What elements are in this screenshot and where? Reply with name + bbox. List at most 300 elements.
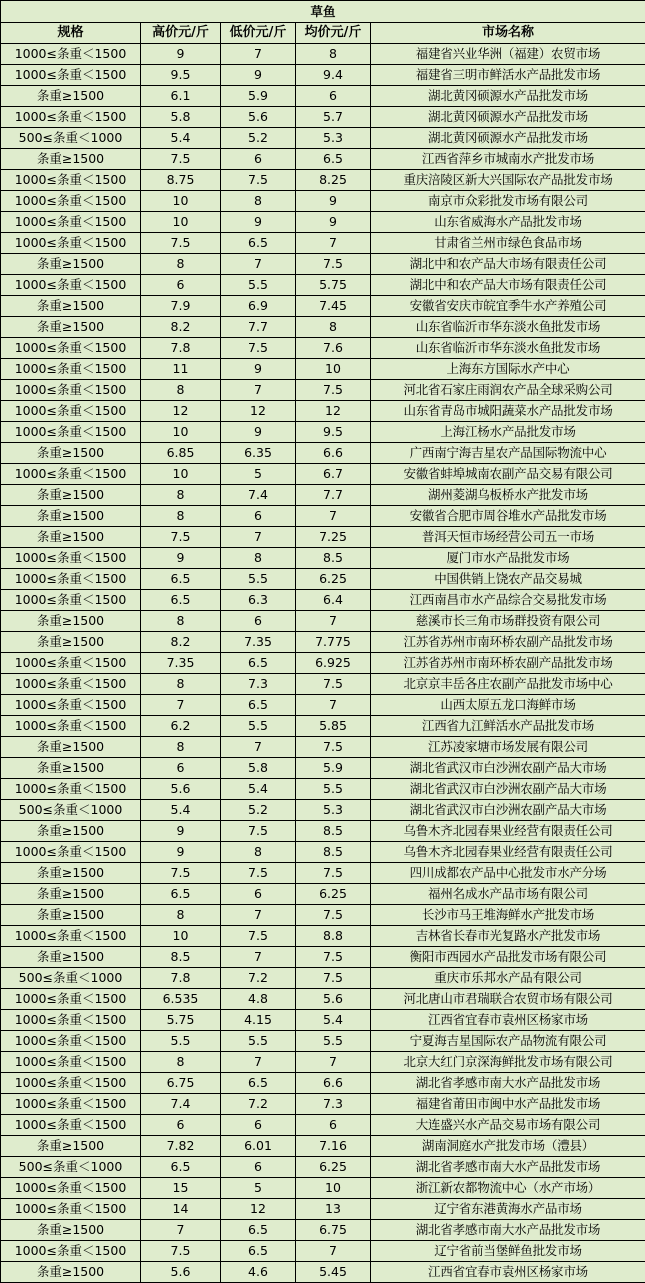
cell-spec: 条重≥1500 [1, 527, 141, 548]
cell-avg-price: 12 [296, 401, 371, 422]
cell-avg-price: 7.25 [296, 527, 371, 548]
cell-avg-price: 6 [296, 1115, 371, 1136]
title-row [1, 1, 645, 23]
cell-avg-price: 7.45 [296, 296, 371, 317]
table-row [1, 905, 645, 926]
cell-market-name: 江西省宜春市袁州区杨家市场 [371, 1010, 645, 1031]
cell-low-price: 5.5 [221, 275, 296, 296]
cell-low-price: 5.8 [221, 758, 296, 779]
cell-high-price: 6.5 [141, 1157, 221, 1178]
table-row [1, 674, 645, 695]
cell-high-price: 7.5 [141, 149, 221, 170]
cell-high-price: 8 [141, 674, 221, 695]
cell-spec: 1000≤条重＜1500 [1, 1178, 141, 1199]
cell-spec: 1000≤条重＜1500 [1, 65, 141, 86]
cell-spec: 1000≤条重＜1500 [1, 590, 141, 611]
column-header-low: 低价元/斤 [221, 23, 296, 44]
cell-high-price: 8 [141, 506, 221, 527]
table-row [1, 989, 645, 1010]
cell-high-price: 6.1 [141, 86, 221, 107]
cell-avg-price: 7.3 [296, 1094, 371, 1115]
cell-spec: 1000≤条重＜1500 [1, 191, 141, 212]
cell-spec: 1000≤条重＜1500 [1, 1241, 141, 1262]
cell-spec: 1000≤条重＜1500 [1, 674, 141, 695]
cell-spec: 1000≤条重＜1500 [1, 275, 141, 296]
cell-high-price: 8 [141, 905, 221, 926]
cell-high-price: 8.75 [141, 170, 221, 191]
cell-high-price: 8.2 [141, 632, 221, 653]
cell-market-name: 上海江杨水产品批发市场 [371, 422, 645, 443]
cell-low-price: 7 [221, 1052, 296, 1073]
cell-low-price: 7.5 [221, 170, 296, 191]
cell-avg-price: 6.6 [296, 1073, 371, 1094]
cell-spec: 1000≤条重＜1500 [1, 107, 141, 128]
cell-market-name: 湖州菱湖乌板桥水产批发市场 [371, 485, 645, 506]
cell-high-price: 10 [141, 422, 221, 443]
cell-low-price: 8 [221, 842, 296, 863]
cell-spec: 1000≤条重＜1500 [1, 1094, 141, 1115]
cell-low-price: 7.5 [221, 926, 296, 947]
table-row [1, 1178, 645, 1199]
table-row [1, 968, 645, 989]
cell-market-name: 福建省兴业华洲（福建）农贸市场 [371, 44, 645, 65]
table-row [1, 611, 645, 632]
cell-low-price: 6.3 [221, 590, 296, 611]
table-row [1, 1094, 645, 1115]
cell-high-price: 6.5 [141, 884, 221, 905]
cell-market-name: 甘肃省兰州市绿色食品市场 [371, 233, 645, 254]
cell-avg-price: 9.4 [296, 65, 371, 86]
cell-low-price: 9 [221, 212, 296, 233]
table-row [1, 947, 645, 968]
cell-spec: 条重≥1500 [1, 1220, 141, 1241]
cell-spec: 500≤条重＜1000 [1, 800, 141, 821]
cell-low-price: 7 [221, 947, 296, 968]
cell-avg-price: 5.6 [296, 989, 371, 1010]
cell-spec: 500≤条重＜1000 [1, 1157, 141, 1178]
table-row [1, 527, 645, 548]
cell-spec: 1000≤条重＜1500 [1, 1073, 141, 1094]
cell-avg-price: 5.85 [296, 716, 371, 737]
cell-low-price: 7.5 [221, 863, 296, 884]
column-header-avg: 均价元/斤 [296, 23, 371, 44]
cell-spec: 1000≤条重＜1500 [1, 212, 141, 233]
cell-avg-price: 7.775 [296, 632, 371, 653]
cell-market-name: 南京市众彩批发市场有限公司 [371, 191, 645, 212]
cell-low-price: 7.3 [221, 674, 296, 695]
cell-spec: 1000≤条重＜1500 [1, 1052, 141, 1073]
cell-low-price: 5 [221, 1178, 296, 1199]
cell-avg-price: 8.8 [296, 926, 371, 947]
table-row [1, 1136, 645, 1157]
cell-spec: 500≤条重＜1000 [1, 968, 141, 989]
cell-market-name: 湖北省孝感市南大水产品批发市场 [371, 1073, 645, 1094]
cell-high-price: 7.5 [141, 527, 221, 548]
cell-low-price: 5.6 [221, 107, 296, 128]
table-row [1, 1220, 645, 1241]
cell-avg-price: 7 [296, 695, 371, 716]
cell-spec: 条重≥1500 [1, 149, 141, 170]
cell-spec: 条重≥1500 [1, 737, 141, 758]
cell-high-price: 8 [141, 1052, 221, 1073]
cell-avg-price: 9 [296, 212, 371, 233]
cell-high-price: 7.5 [141, 1241, 221, 1262]
cell-high-price: 7.5 [141, 863, 221, 884]
cell-market-name: 湖南洞庭水产批发市场（澧县） [371, 1136, 645, 1157]
cell-spec: 条重≥1500 [1, 1262, 141, 1283]
cell-low-price: 4.8 [221, 989, 296, 1010]
table-row [1, 1115, 645, 1136]
cell-spec: 1000≤条重＜1500 [1, 464, 141, 485]
cell-avg-price: 7.5 [296, 674, 371, 695]
cell-spec: 1000≤条重＜1500 [1, 1115, 141, 1136]
cell-market-name: 厦门市水产品批发市场 [371, 548, 645, 569]
table-row [1, 779, 645, 800]
cell-avg-price: 8 [296, 317, 371, 338]
cell-market-name: 山西太原五龙口海鲜市场 [371, 695, 645, 716]
cell-market-name: 山东省临沂市华东淡水鱼批发市场 [371, 317, 645, 338]
cell-low-price: 6 [221, 506, 296, 527]
cell-low-price: 4.6 [221, 1262, 296, 1283]
cell-high-price: 6.5 [141, 590, 221, 611]
cell-low-price: 7 [221, 44, 296, 65]
cell-spec: 条重≥1500 [1, 863, 141, 884]
cell-market-name: 四川成都农产品中心批发市水产分场 [371, 863, 645, 884]
cell-market-name: 宁夏海吉星国际农产品物流有限公司 [371, 1031, 645, 1052]
cell-low-price: 7 [221, 527, 296, 548]
cell-market-name: 湖北省孝感市南大水产品批发市场 [371, 1220, 645, 1241]
table-row [1, 842, 645, 863]
cell-market-name: 江西省九江鲜活水产品批发市场 [371, 716, 645, 737]
cell-market-name: 乌鲁木齐北园春果业经营有限责任公司 [371, 842, 645, 863]
column-header-high: 高价元/斤 [141, 23, 221, 44]
table-row [1, 464, 645, 485]
cell-high-price: 5.75 [141, 1010, 221, 1031]
cell-spec: 1000≤条重＜1500 [1, 779, 141, 800]
cell-spec: 1000≤条重＜1500 [1, 380, 141, 401]
cell-avg-price: 7.5 [296, 254, 371, 275]
cell-avg-price: 6 [296, 86, 371, 107]
cell-high-price: 7.5 [141, 233, 221, 254]
cell-avg-price: 7.5 [296, 968, 371, 989]
cell-avg-price: 7.16 [296, 1136, 371, 1157]
cell-high-price: 7.82 [141, 1136, 221, 1157]
cell-avg-price: 5.7 [296, 107, 371, 128]
cell-spec: 条重≥1500 [1, 86, 141, 107]
cell-high-price: 6 [141, 275, 221, 296]
cell-high-price: 15 [141, 1178, 221, 1199]
cell-avg-price: 7 [296, 506, 371, 527]
cell-avg-price: 6.7 [296, 464, 371, 485]
cell-high-price: 8.5 [141, 947, 221, 968]
cell-spec: 1000≤条重＜1500 [1, 422, 141, 443]
cell-low-price: 6 [221, 1157, 296, 1178]
table-row [1, 1262, 645, 1283]
cell-spec: 1000≤条重＜1500 [1, 1031, 141, 1052]
cell-spec: 1000≤条重＜1500 [1, 569, 141, 590]
cell-spec: 条重≥1500 [1, 254, 141, 275]
cell-avg-price: 5.5 [296, 1031, 371, 1052]
cell-market-name: 河北唐山市君瑞联合农贸市场有限公司 [371, 989, 645, 1010]
table-row [1, 884, 645, 905]
cell-high-price: 10 [141, 926, 221, 947]
table-row [1, 800, 645, 821]
cell-avg-price: 10 [296, 359, 371, 380]
header-row [1, 23, 645, 44]
cell-high-price: 8 [141, 737, 221, 758]
cell-avg-price: 6.25 [296, 569, 371, 590]
cell-avg-price: 6.25 [296, 884, 371, 905]
cell-high-price: 7 [141, 1220, 221, 1241]
cell-low-price: 9 [221, 422, 296, 443]
cell-low-price: 6 [221, 884, 296, 905]
cell-high-price: 7.35 [141, 653, 221, 674]
table-row [1, 1241, 645, 1262]
cell-low-price: 5.4 [221, 779, 296, 800]
cell-low-price: 7.4 [221, 485, 296, 506]
cell-low-price: 6.35 [221, 443, 296, 464]
cell-market-name: 普洱天恒市场经营公司五一市场 [371, 527, 645, 548]
cell-spec: 条重≥1500 [1, 632, 141, 653]
cell-high-price: 7.8 [141, 338, 221, 359]
table-row [1, 233, 645, 254]
cell-low-price: 6 [221, 611, 296, 632]
cell-market-name: 北京大红门京深海鲜批发市场有限公司 [371, 1052, 645, 1073]
cell-high-price: 6.5 [141, 569, 221, 590]
cell-market-name: 山东省威海水产品批发市场 [371, 212, 645, 233]
cell-low-price: 6.5 [221, 653, 296, 674]
cell-low-price: 6.5 [221, 1241, 296, 1262]
cell-market-name: 安徽省蚌埠城南农副产品交易有限公司 [371, 464, 645, 485]
cell-spec: 条重≥1500 [1, 758, 141, 779]
table-title: 草鱼 [1, 1, 645, 23]
cell-low-price: 5.5 [221, 1031, 296, 1052]
cell-market-name: 乌鲁木齐北园春果业经营有限责任公司 [371, 821, 645, 842]
cell-low-price: 5 [221, 464, 296, 485]
cell-high-price: 8 [141, 611, 221, 632]
cell-low-price: 7.2 [221, 968, 296, 989]
table-row [1, 149, 645, 170]
cell-avg-price: 6.25 [296, 1157, 371, 1178]
table-row [1, 380, 645, 401]
cell-low-price: 8 [221, 548, 296, 569]
cell-market-name: 大连盛兴水产品交易市场有限公司 [371, 1115, 645, 1136]
cell-market-name: 安徽省安庆市皖宜季牛水产养殖公司 [371, 296, 645, 317]
table-row [1, 317, 645, 338]
cell-high-price: 6 [141, 758, 221, 779]
cell-market-name: 安徽省合肥市周谷堆水产品批发市场 [371, 506, 645, 527]
table-row [1, 107, 645, 128]
cell-market-name: 湖北黄冈硕源水产品批发市场 [371, 128, 645, 149]
cell-high-price: 12 [141, 401, 221, 422]
cell-low-price: 6 [221, 149, 296, 170]
cell-market-name: 辽宁省东港黄海水产品市场 [371, 1199, 645, 1220]
cell-market-name: 长沙市马王堆海鲜水产批发市场 [371, 905, 645, 926]
cell-spec: 条重≥1500 [1, 443, 141, 464]
cell-market-name: 浙江新农都物流中心（水产市场） [371, 1178, 645, 1199]
cell-market-name: 福州名成水产品市场有限公司 [371, 884, 645, 905]
cell-market-name: 上海东方国际水产中心 [371, 359, 645, 380]
table-row [1, 716, 645, 737]
table-row [1, 632, 645, 653]
cell-avg-price: 5.75 [296, 275, 371, 296]
cell-low-price: 12 [221, 401, 296, 422]
cell-spec: 条重≥1500 [1, 485, 141, 506]
cell-avg-price: 6.4 [296, 590, 371, 611]
cell-avg-price: 6.6 [296, 443, 371, 464]
cell-market-name: 湖北省孝感市南大水产品批发市场 [371, 1157, 645, 1178]
cell-market-name: 江苏凌家塘市场发展有限公司 [371, 737, 645, 758]
cell-spec: 条重≥1500 [1, 821, 141, 842]
table-row [1, 212, 645, 233]
cell-market-name: 江苏省苏州市南环桥农副产品批发市场 [371, 653, 645, 674]
cell-spec: 1000≤条重＜1500 [1, 338, 141, 359]
table-row [1, 254, 645, 275]
table-row [1, 653, 645, 674]
cell-market-name: 江西省萍乡市城南水产批发市场 [371, 149, 645, 170]
cell-low-price: 7.5 [221, 821, 296, 842]
table-row [1, 1010, 645, 1031]
table-row [1, 758, 645, 779]
cell-avg-price: 7 [296, 233, 371, 254]
cell-avg-price: 7 [296, 611, 371, 632]
cell-avg-price: 7.5 [296, 905, 371, 926]
table-row [1, 1052, 645, 1073]
table-row [1, 338, 645, 359]
cell-avg-price: 9.5 [296, 422, 371, 443]
cell-low-price: 6.9 [221, 296, 296, 317]
cell-market-name: 慈溪市长三角市场群投资有限公司 [371, 611, 645, 632]
cell-avg-price: 7.5 [296, 947, 371, 968]
cell-spec: 1000≤条重＜1500 [1, 716, 141, 737]
cell-spec: 条重≥1500 [1, 506, 141, 527]
cell-market-name: 山东省青岛市城阳蔬菜水产品批发市场 [371, 401, 645, 422]
table-row [1, 359, 645, 380]
cell-low-price: 7 [221, 380, 296, 401]
cell-market-name: 重庆涪陵区新大兴国际农产品批发市场 [371, 170, 645, 191]
table-row [1, 548, 645, 569]
table-row [1, 170, 645, 191]
cell-high-price: 9 [141, 44, 221, 65]
table-row [1, 863, 645, 884]
cell-avg-price: 5.9 [296, 758, 371, 779]
table-row [1, 590, 645, 611]
cell-avg-price: 9 [296, 191, 371, 212]
cell-spec: 1000≤条重＜1500 [1, 989, 141, 1010]
cell-spec: 1000≤条重＜1500 [1, 653, 141, 674]
cell-low-price: 6.5 [221, 233, 296, 254]
cell-high-price: 8 [141, 485, 221, 506]
cell-low-price: 5.5 [221, 716, 296, 737]
cell-high-price: 8 [141, 380, 221, 401]
cell-avg-price: 5.3 [296, 128, 371, 149]
table-row [1, 485, 645, 506]
column-header-spec: 规格 [1, 23, 141, 44]
cell-avg-price: 7.6 [296, 338, 371, 359]
cell-market-name: 福建省莆田市闽中水产品批发市场 [371, 1094, 645, 1115]
cell-spec: 1000≤条重＜1500 [1, 44, 141, 65]
table-row [1, 191, 645, 212]
cell-low-price: 8 [221, 191, 296, 212]
cell-market-name: 湖北黄冈硕源水产品批发市场 [371, 107, 645, 128]
cell-high-price: 8 [141, 254, 221, 275]
cell-high-price: 10 [141, 212, 221, 233]
cell-high-price: 9 [141, 548, 221, 569]
cell-spec: 1000≤条重＜1500 [1, 548, 141, 569]
cell-avg-price: 6.5 [296, 149, 371, 170]
cell-high-price: 6.535 [141, 989, 221, 1010]
cell-high-price: 14 [141, 1199, 221, 1220]
table-row [1, 695, 645, 716]
cell-high-price: 11 [141, 359, 221, 380]
cell-avg-price: 6.75 [296, 1220, 371, 1241]
cell-spec: 1000≤条重＜1500 [1, 926, 141, 947]
table-row [1, 506, 645, 527]
cell-avg-price: 5.3 [296, 800, 371, 821]
cell-high-price: 6.75 [141, 1073, 221, 1094]
cell-market-name: 湖北省武汉市白沙洲农副产品大市场 [371, 800, 645, 821]
column-header-market: 市场名称 [371, 23, 645, 44]
table-row [1, 65, 645, 86]
cell-spec: 1000≤条重＜1500 [1, 842, 141, 863]
cell-spec: 条重≥1500 [1, 905, 141, 926]
table-row [1, 569, 645, 590]
cell-high-price: 8.2 [141, 317, 221, 338]
cell-high-price: 6.85 [141, 443, 221, 464]
cell-low-price: 5.5 [221, 569, 296, 590]
cell-avg-price: 8.5 [296, 842, 371, 863]
table-body [1, 1, 645, 1283]
cell-spec: 条重≥1500 [1, 296, 141, 317]
cell-high-price: 5.4 [141, 128, 221, 149]
cell-market-name: 重庆市乐邦水产品有限公司 [371, 968, 645, 989]
cell-low-price: 7 [221, 737, 296, 758]
cell-market-name: 吉林省长春市光复路水产批发市场 [371, 926, 645, 947]
cell-high-price: 9 [141, 821, 221, 842]
table-row [1, 401, 645, 422]
table-row [1, 443, 645, 464]
table-row [1, 737, 645, 758]
cell-market-name: 江西南昌市水产品综合交易批发市场 [371, 590, 645, 611]
cell-low-price: 7 [221, 254, 296, 275]
cell-high-price: 7.4 [141, 1094, 221, 1115]
table-row [1, 1157, 645, 1178]
cell-low-price: 12 [221, 1199, 296, 1220]
cell-low-price: 5.2 [221, 800, 296, 821]
cell-avg-price: 8 [296, 44, 371, 65]
table-row [1, 422, 645, 443]
cell-low-price: 6.5 [221, 1220, 296, 1241]
cell-avg-price: 7.5 [296, 737, 371, 758]
cell-spec: 条重≥1500 [1, 947, 141, 968]
cell-avg-price: 8.5 [296, 821, 371, 842]
cell-avg-price: 5.4 [296, 1010, 371, 1031]
cell-avg-price: 10 [296, 1178, 371, 1199]
cell-market-name: 衡阳市西园水产品批发市场有限公司 [371, 947, 645, 968]
cell-avg-price: 7 [296, 1241, 371, 1262]
cell-market-name: 河北省石家庄雨润农产品全球采购公司 [371, 380, 645, 401]
cell-high-price: 5.6 [141, 1262, 221, 1283]
cell-market-name: 山东省临沂市华东淡水鱼批发市场 [371, 338, 645, 359]
cell-market-name: 辽宁省前当堡鲜鱼批发市场 [371, 1241, 645, 1262]
cell-high-price: 5.8 [141, 107, 221, 128]
cell-avg-price: 7.5 [296, 380, 371, 401]
cell-avg-price: 7 [296, 1052, 371, 1073]
table-row [1, 275, 645, 296]
table-row [1, 44, 645, 65]
cell-high-price: 10 [141, 464, 221, 485]
cell-low-price: 9 [221, 65, 296, 86]
